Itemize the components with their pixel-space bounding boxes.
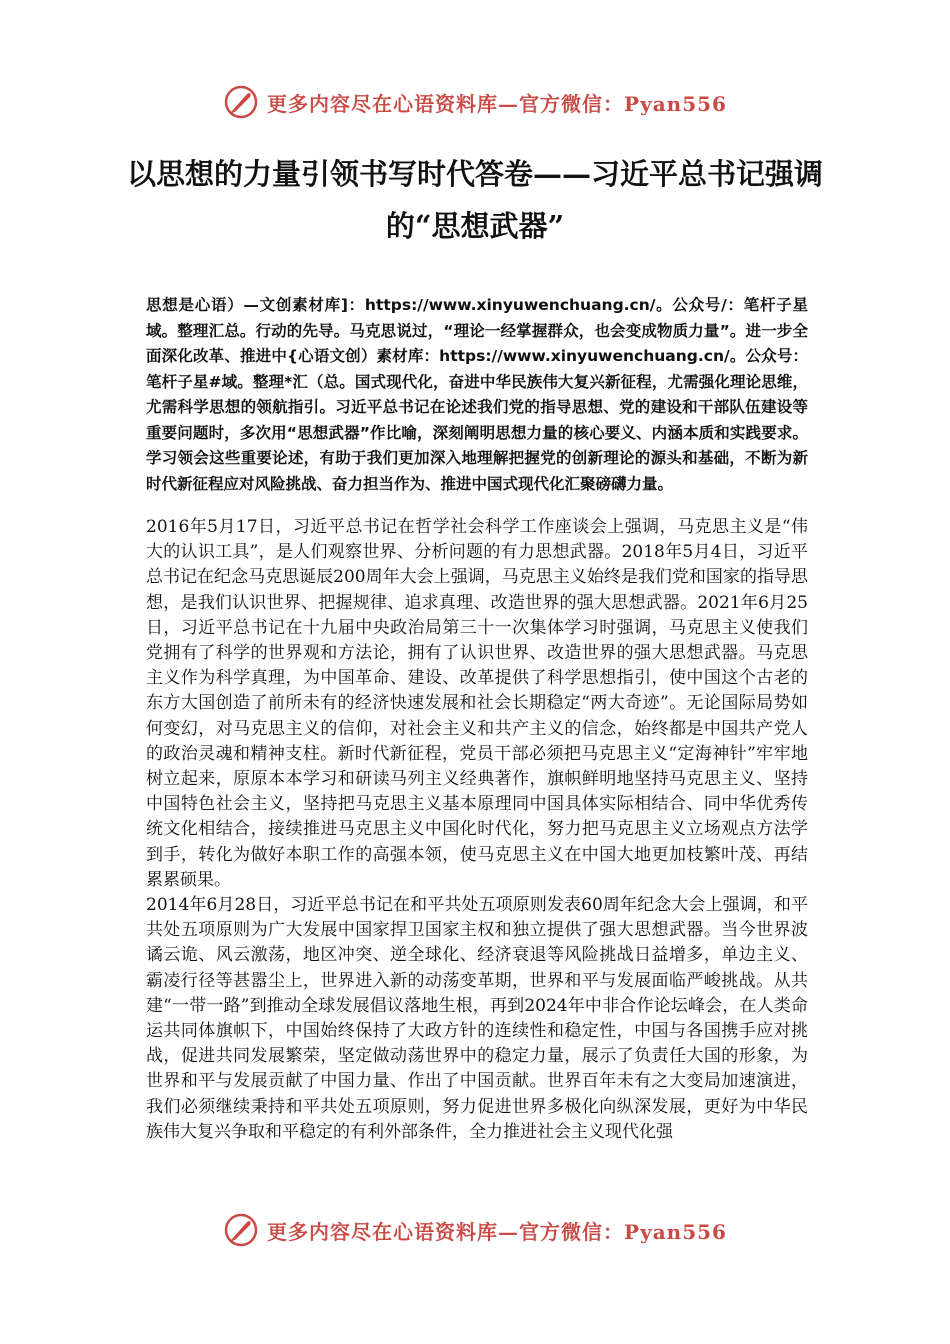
quill-logo-icon	[223, 84, 259, 120]
quill-logo-icon	[223, 1212, 259, 1248]
body-text	[146, 515, 808, 1145]
paragraph-2: 2014年6月28日，习近平总书记在和平共处五项原则发表60周年纪念大会上强调，和平共处五项原则为广大发展中国家捍卫国家主权和独立提供了强大思想武器。当今世界波谲云诡、风云激荡，地区冲突、逆全球化、经济衰退等风险挑战日益增多，单边主义、霸凌行径等甚嚣尘上，世界进入新的动荡变革期，世界和平与发展面临严峻挑战。从共建“一带一路”到推动全球发展倡议落地生根，再到2024年中非合作论坛峰会，在人类命运共同体旗帜下，中国始终保持了大政方针的连续性和稳定性，中国与各国携手应对挑战，促进共同发展繁荣，坚定做动荡世界中的稳定力量，展示了负责任大国的形象，为世界和平与发展贡献了中国力量、作出了中国贡献。世界百年未有之大变局加速演进，我们必须继续秉持和平共处五项原则，努力促进世界多极化向纵深发展，更好为中华民族伟大复兴争取和平稳定的有利外部条件，全力推进社会主义现代化强	[146, 895, 808, 1142]
paragraph-1: 2016年5月17日，习近平总书记在哲学社会科学工作座谈会上强调，马克思主义是“伟大的认识工具”，是人们观察世界、分析问题的有力思想武器。2018年5月4日，习近平总书记在纪念马克思诞辰200周年大会上强调，马克思主义始终是我们党和国家的指导思想，是我们认识世界、把握规律、追求真理、改造世界的强大思想武器。2021年6月25日，习近平总书记在十九届中央政治局第三十一次集体学习时强调，马克思主义使我们党拥有了科学的世界观和方法论，拥有了认识世界、改造世界的强大思想武器。马克思主义作为科学真理，为中国革命、建设、改革提供了科学思想指引，使中国这个古老的东方大国创造了前所未有的经济快速发展和社会长期稳定“两大奇迹”。无论国际局势如何变幻，对马克思主义的信仰，对社会主义和共产主义的信念，始终都是中国共产党人的政治灵魂和精神支柱。新时代新征程，党员干部必须把马克思主义“定海神针”牢牢地树立起来，原原本本学习和研读马列主义经典著作，旗帜鲜明地坚持马克思主义、坚持中国特色社会主义，坚持把马克思主义基本原理同中国具体实际相结合、同中华优秀传统文化相结合，接续推进马克思主义中国化时代化，努力把马克思主义立场观点方法学到手，转化为做好本职工作的高强本领，使马克思主义在中国大地更加枝繁叶茂、再结累累硕果。	[146, 517, 808, 890]
header-banner	[0, 80, 950, 124]
document-title: 以思想的力量引领书写时代答卷——习近平总书记强调的“思想武器”	[126, 157, 823, 243]
abstract	[146, 293, 808, 497]
footer-banner	[0, 1208, 950, 1252]
banner-text: 更多内容尽在心语资料库—官方微信：Pyan556	[267, 91, 727, 116]
abstract-text: 思想是心语）—文创素材库]：https://www.xinyuwenchuang.cn/。公众号/：笔杆子星域。整理汇总。行动的先导。马克思说过，“理论一经掌握群众，也会变成物质力量”。进一步全面深化改革、推进中{心语文创）素材库：https://www.xinyuwenchuang.cn/。公众号：笔杆子星#域。整理*汇（总。国式现代化，奋进中华民族伟大复兴新征程，尤需强化理论思维，尤需科学思想的领航指引。习近平总书记在论述我们党的指导思想、党的建设和干部队伍建设等重要问题时，多次用“思想武器”作比喻，深刻阐明思想力量的核心要义、内涵本质和实践要求。学习领会这些重要论述，有助于我们更加深入地理解把握党的创新理论的源头和基础，不断为新时代新征程应对风险挑战、奋力担当作为、推进中国式现代化汇聚磅礴力量。	[146, 296, 808, 493]
banner-text: 更多内容尽在心语资料库—官方微信：Pyan556	[267, 1219, 727, 1244]
